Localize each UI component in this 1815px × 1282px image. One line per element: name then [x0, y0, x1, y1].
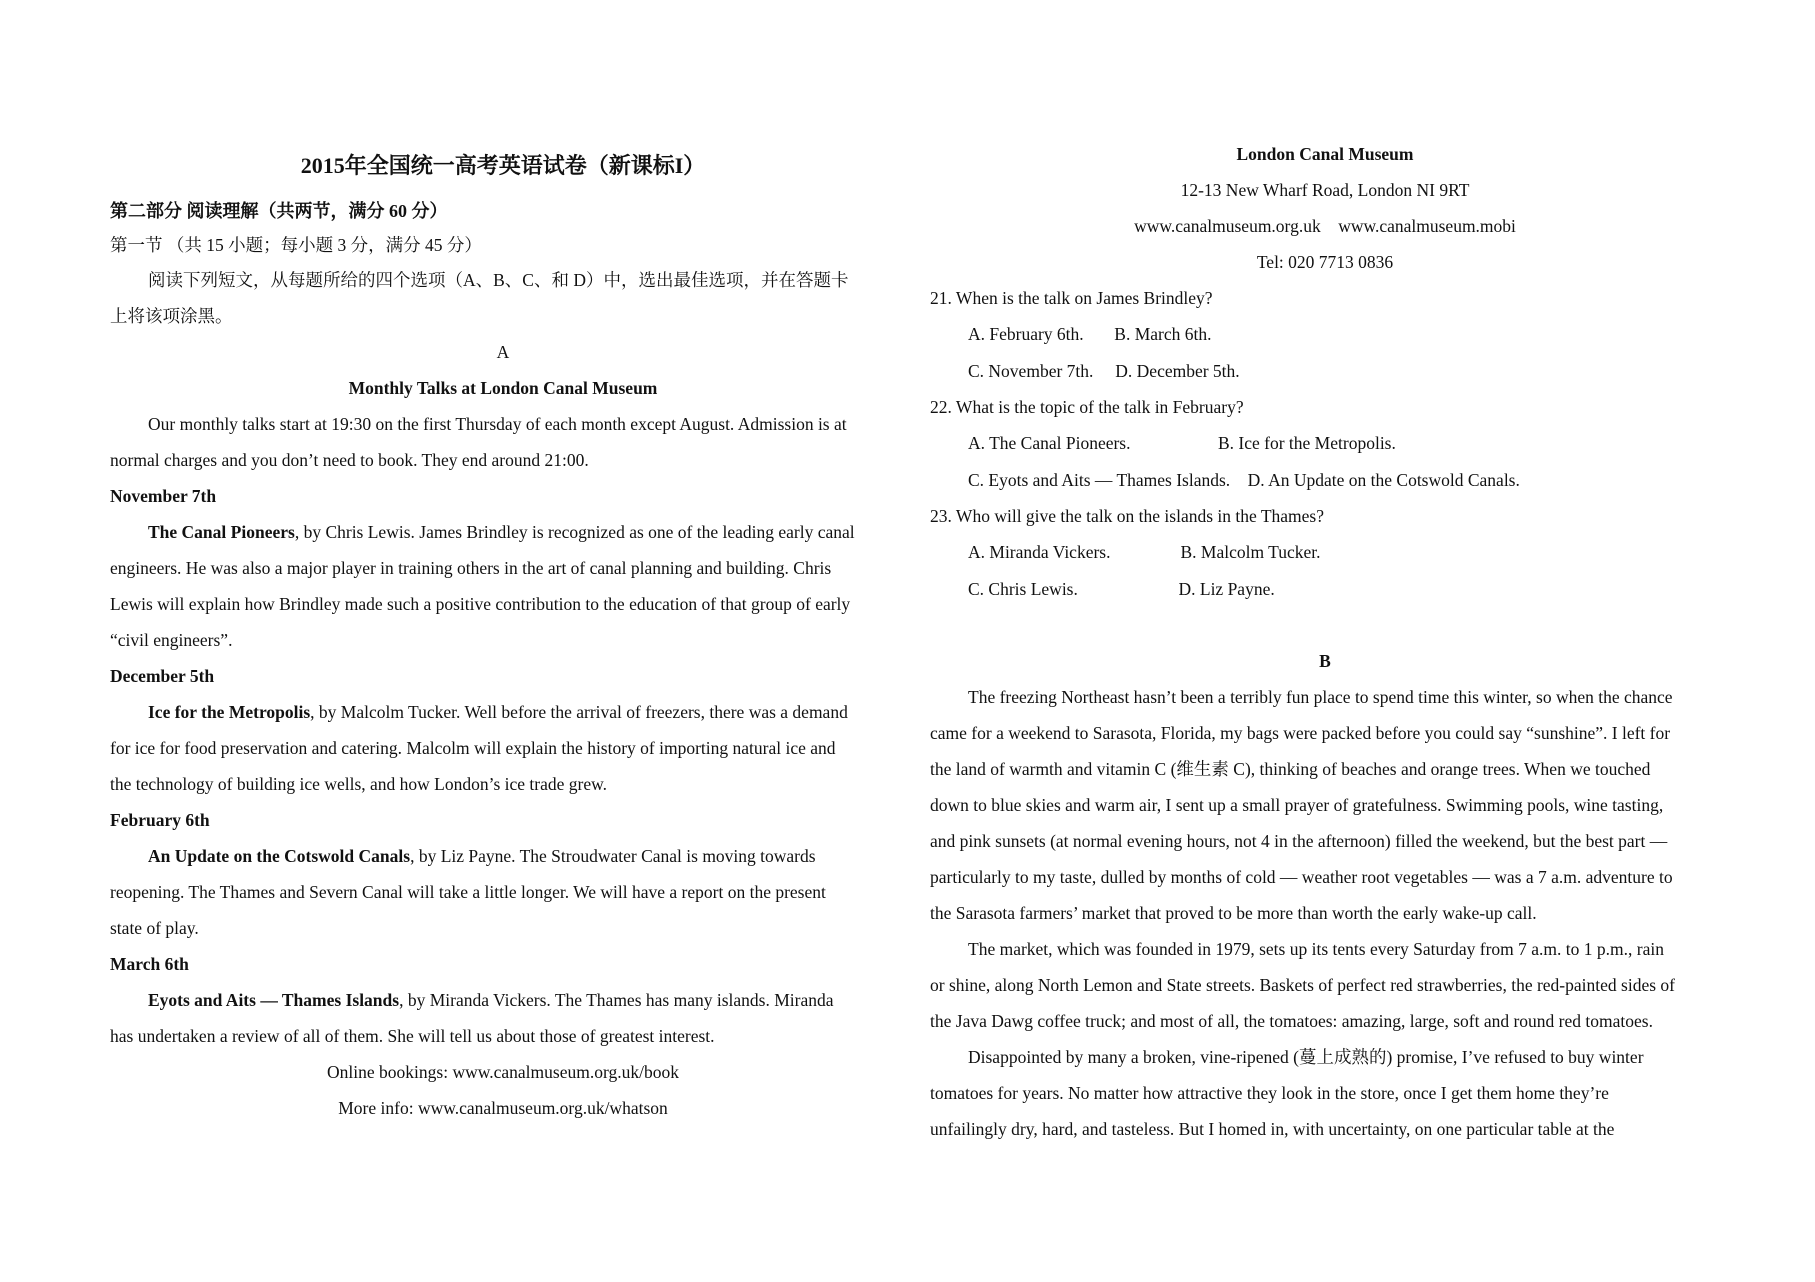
talk-line: “civil engineers”. — [110, 630, 233, 650]
question-options: A. Miranda Vickers. B. Malcolm Tucker. — [968, 542, 1321, 562]
talk-first-rest: , by Liz Payne. The Stroudwater Canal is moving towards — [410, 846, 816, 866]
talk-first-line — [110, 514, 896, 550]
paragraph-line: Disappointed by many a broken, vine-ripened (蔓上成熟的) promise, I’ve refused to buy winter — [968, 1047, 1644, 1067]
talk-first-rest: , by Malcolm Tucker. Well before the arrival of freezers, there was a demand — [310, 702, 848, 722]
passage-b-label: B — [1319, 651, 1331, 671]
talk-first-line — [110, 694, 896, 730]
paragraph-line: or shine, along North Lemon and State streets. Baskets of perfect red strawberries, the red-painted sides of — [930, 975, 1675, 995]
talk-line: has undertaken a review of all of them. She will tell us about those of greatest interest. — [110, 1026, 715, 1046]
section-heading: 第一节 （共 15 小题；每小题 3 分，满分 45 分） — [110, 235, 482, 255]
talk-title: The Canal Pioneers — [148, 522, 295, 542]
left-column — [110, 148, 896, 1126]
paragraph-line: tomatoes for years. No matter how attractive they look in the store, once I get them home they’re — [930, 1083, 1609, 1103]
paragraph-line: the Java Dawg coffee truck; and most of all, the tomatoes: amazing, large, soft and round red tomatoes. — [930, 1011, 1653, 1031]
talk-first-line — [110, 838, 896, 874]
exam-title: 2015年全国统一高考英语试卷（新课标I） — [300, 153, 706, 178]
online-bookings-link: Online bookings: www.canalmuseum.org.uk/book — [327, 1062, 679, 1082]
passage-a-title: Monthly Talks at London Canal Museum — [348, 378, 658, 398]
paragraph-line: down to blue skies and warm air, I sent up a small prayer of gratefulness. Swimming pools, wine tasting, — [930, 795, 1664, 815]
museum-tel: Tel: 020 7713 0836 — [1256, 252, 1394, 272]
paragraph-line: The market, which was founded in 1979, sets up its tents every Saturday from 7 a.m. to 1 p.m., rain — [968, 939, 1664, 959]
talk-date: February 6th — [110, 810, 210, 830]
question-options: A. February 6th. B. March 6th. — [968, 324, 1212, 344]
question-options: C. November 7th. D. December 5th. — [968, 360, 1240, 381]
talk-line: reopening. The Thames and Severn Canal will take a little longer. We will have a report on the present — [110, 882, 826, 902]
passage-b-paragraph-3 — [930, 1039, 1720, 1147]
paragraph-line: the land of warmth and vitamin C (维生素 C), thinking of beaches and orange trees. When we touched — [930, 759, 1651, 779]
paragraph-line: unfailingly dry, hard, and tasteless. But I homed in, with uncertainty, on one particular table at the — [930, 1119, 1615, 1139]
passage-b-paragraph-2 — [930, 931, 1720, 1039]
talk-title: Eyots and Aits — Thames Islands — [148, 990, 400, 1010]
paragraph-line: particularly to my taste, dulled by months of cold — weather root vegetables — was a 7 a.m. adventure to — [930, 867, 1673, 887]
museum-websites: www.canalmuseum.org.uk www.canalmuseum.mobi — [1134, 216, 1516, 236]
passage-a-intro — [110, 406, 896, 478]
paragraph-line: The freezing Northeast hasn’t been a terribly fun place to spend time this winter, so when the chance — [968, 687, 1673, 707]
talk-line: state of play. — [110, 918, 199, 938]
talk-title: An Update on the Cotswold Canals — [148, 846, 411, 866]
question-options: C. Eyots and Aits — Thames Islands. D. An Update on the Cotswold Canals. — [968, 469, 1520, 490]
talk-date: March 6th — [110, 954, 189, 974]
instructions-line-1: 阅读下列短文，从每题所给的四个选项（A、B、C、和 D）中，选出最佳选项，并在答题卡 — [148, 270, 849, 290]
talk-line: Lewis will explain how Brindley made such a positive contribution to the education of that group of early — [110, 594, 851, 614]
right-column — [930, 136, 1720, 1147]
paragraph-line: and pink sunsets (at normal evening hours, not 4 in the afternoon) filled the weekend, but the best part — — [930, 831, 1668, 851]
talk-date: November 7th — [110, 486, 217, 506]
question-options: C. Chris Lewis. D. Liz Payne. — [968, 578, 1275, 599]
instructions-line-2: 上将该项涂黑。 — [110, 306, 233, 326]
talk-first-rest: , by Miranda Vickers. The Thames has many islands. Miranda — [399, 990, 834, 1010]
question-stem: 22. What is the topic of the talk in February? — [930, 397, 1244, 417]
passage-b-paragraph-1 — [930, 679, 1720, 931]
intro-line: Our monthly talks start at 19:30 on the first Thursday of each month except August. Admission is at — [148, 414, 847, 434]
talk-first-line — [110, 982, 896, 1018]
part-heading: 第二部分 阅读理解（共两节，满分 60 分） — [110, 201, 448, 221]
talk-line: for ice for food preservation and catering. Malcolm will explain the history of importing natural ice and — [110, 738, 836, 758]
passage-a-label: A — [496, 342, 510, 362]
talk-first-rest: , by Chris Lewis. James Brindley is recognized as one of the leading early canal — [294, 522, 855, 542]
talk-line: engineers. He was also a major player in training others in the art of canal planning and building. Chris — [110, 558, 832, 578]
spacer — [930, 607, 1720, 643]
talk-line: the technology of building ice wells, and how London’s ice trade grew. — [110, 774, 607, 794]
more-info-link: More info: www.canalmuseum.org.uk/whatson — [338, 1098, 668, 1118]
question-options: A. The Canal Pioneers. B. Ice for the Metropolis. — [968, 433, 1396, 453]
intro-line: normal charges and you don’t need to book. They end around 21:00. — [110, 450, 589, 470]
question-stem: 23. Who will give the talk on the islands in the Thames? — [930, 506, 1325, 526]
talk-date: December 5th — [110, 666, 215, 686]
paragraph-line: came for a weekend to Sarasota, Florida, my bags were packed before you could say “sunshine”. I left for — [930, 723, 1671, 743]
question-stem: 21. When is the talk on James Brindley? — [930, 288, 1213, 308]
museum-name: London Canal Museum — [1236, 144, 1414, 164]
museum-address: 12-13 New Wharf Road, London NI 9RT — [1180, 180, 1470, 200]
paragraph-line: the Sarasota farmers’ market that proved to be more than worth the early wake-up call. — [930, 903, 1537, 923]
talk-title: Ice for the Metropolis — [148, 702, 311, 722]
